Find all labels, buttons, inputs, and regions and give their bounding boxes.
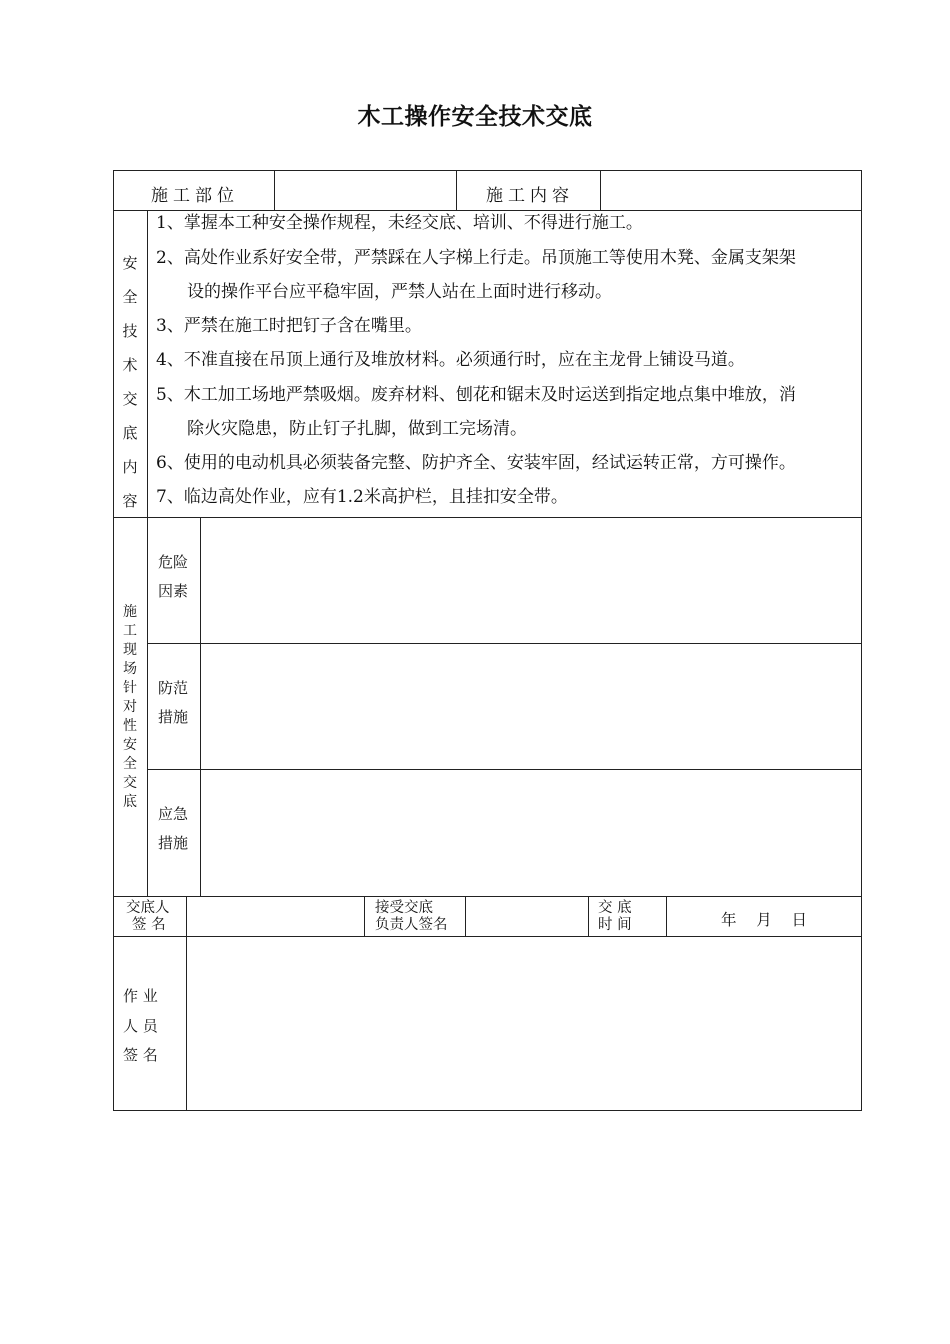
col-divider <box>600 170 601 210</box>
col-divider <box>186 896 187 1111</box>
safety-item: 1、掌握本工种安全操作规程，未经交底、培训、不得进行施工。 <box>156 213 643 233</box>
location-label: 施工部位 <box>151 186 239 206</box>
safety-item: 5、木工加工场地严禁吸烟。废弃材料、刨花和锯末及时运送到指定地点集中堆放，消 除火灾隐患，防止钉子扎脚，做到工完场清。 <box>156 385 796 439</box>
workers-signature-field[interactable] <box>192 942 856 1104</box>
document-title: 木工操作安全技术交底 <box>357 104 593 130</box>
col-divider <box>147 210 148 896</box>
disclosure-date-field[interactable]: 年 月 日 <box>721 911 807 929</box>
row-divider <box>147 643 862 644</box>
col-divider <box>588 896 589 936</box>
safety-item: 2、高处作业系好安全带，严禁踩在人字梯上行走。吊顶施工等使用木凳、金属支架架 设的操作平台应平稳牢固，严禁人站在上面时进行移动。 <box>156 248 796 302</box>
prevention-measures-label: 防范 措施 <box>158 679 189 726</box>
emergency-measures-field[interactable] <box>206 777 856 889</box>
safety-section-label: 安 全 技 术 交 底 内 容 <box>122 254 138 510</box>
col-divider <box>274 170 275 210</box>
site-section-label: 施 工 现 场 针 对 性 安 全 交 底 <box>123 604 137 810</box>
row-divider <box>113 936 862 937</box>
emergency-measures-label: 应急 措施 <box>158 805 189 852</box>
safety-item: 4、不准直接在吊顶上通行及堆放材料。必须通行时，应在主龙骨上铺设马道。 <box>156 350 745 370</box>
hazard-factors-label: 危险 因素 <box>158 553 189 600</box>
disclosure-time-label: 交 底 时 间 <box>598 900 632 933</box>
row-divider <box>147 769 862 770</box>
col-divider <box>200 517 201 896</box>
discloser-signature-field[interactable] <box>190 902 360 932</box>
col-divider <box>364 896 365 936</box>
safety-item: 3、严禁在施工时把钉子含在嘴里。 <box>156 316 422 336</box>
discloser-signature-label: 交底人 签 名 <box>126 900 170 933</box>
content-label: 施工内容 <box>486 186 574 206</box>
safety-item: 6、使用的电动机具必须装备完整、防护齐全、安装牢固，经试运转正常，方可操作。 <box>156 453 796 473</box>
col-divider <box>465 896 466 936</box>
hazard-factors-field[interactable] <box>206 525 856 637</box>
row-divider <box>113 896 862 897</box>
safety-item: 7、临边高处作业，应有1.2米高护栏，且挂扣安全带。 <box>156 487 568 507</box>
receiver-signature-label: 接受交底 负责人签名 <box>375 900 448 933</box>
workers-signature-label: 作 业 人 员 签 名 <box>123 987 158 1064</box>
prevention-measures-field[interactable] <box>206 651 856 763</box>
row-divider <box>113 517 862 518</box>
col-divider <box>456 170 457 210</box>
receiver-signature-field[interactable] <box>469 902 584 932</box>
